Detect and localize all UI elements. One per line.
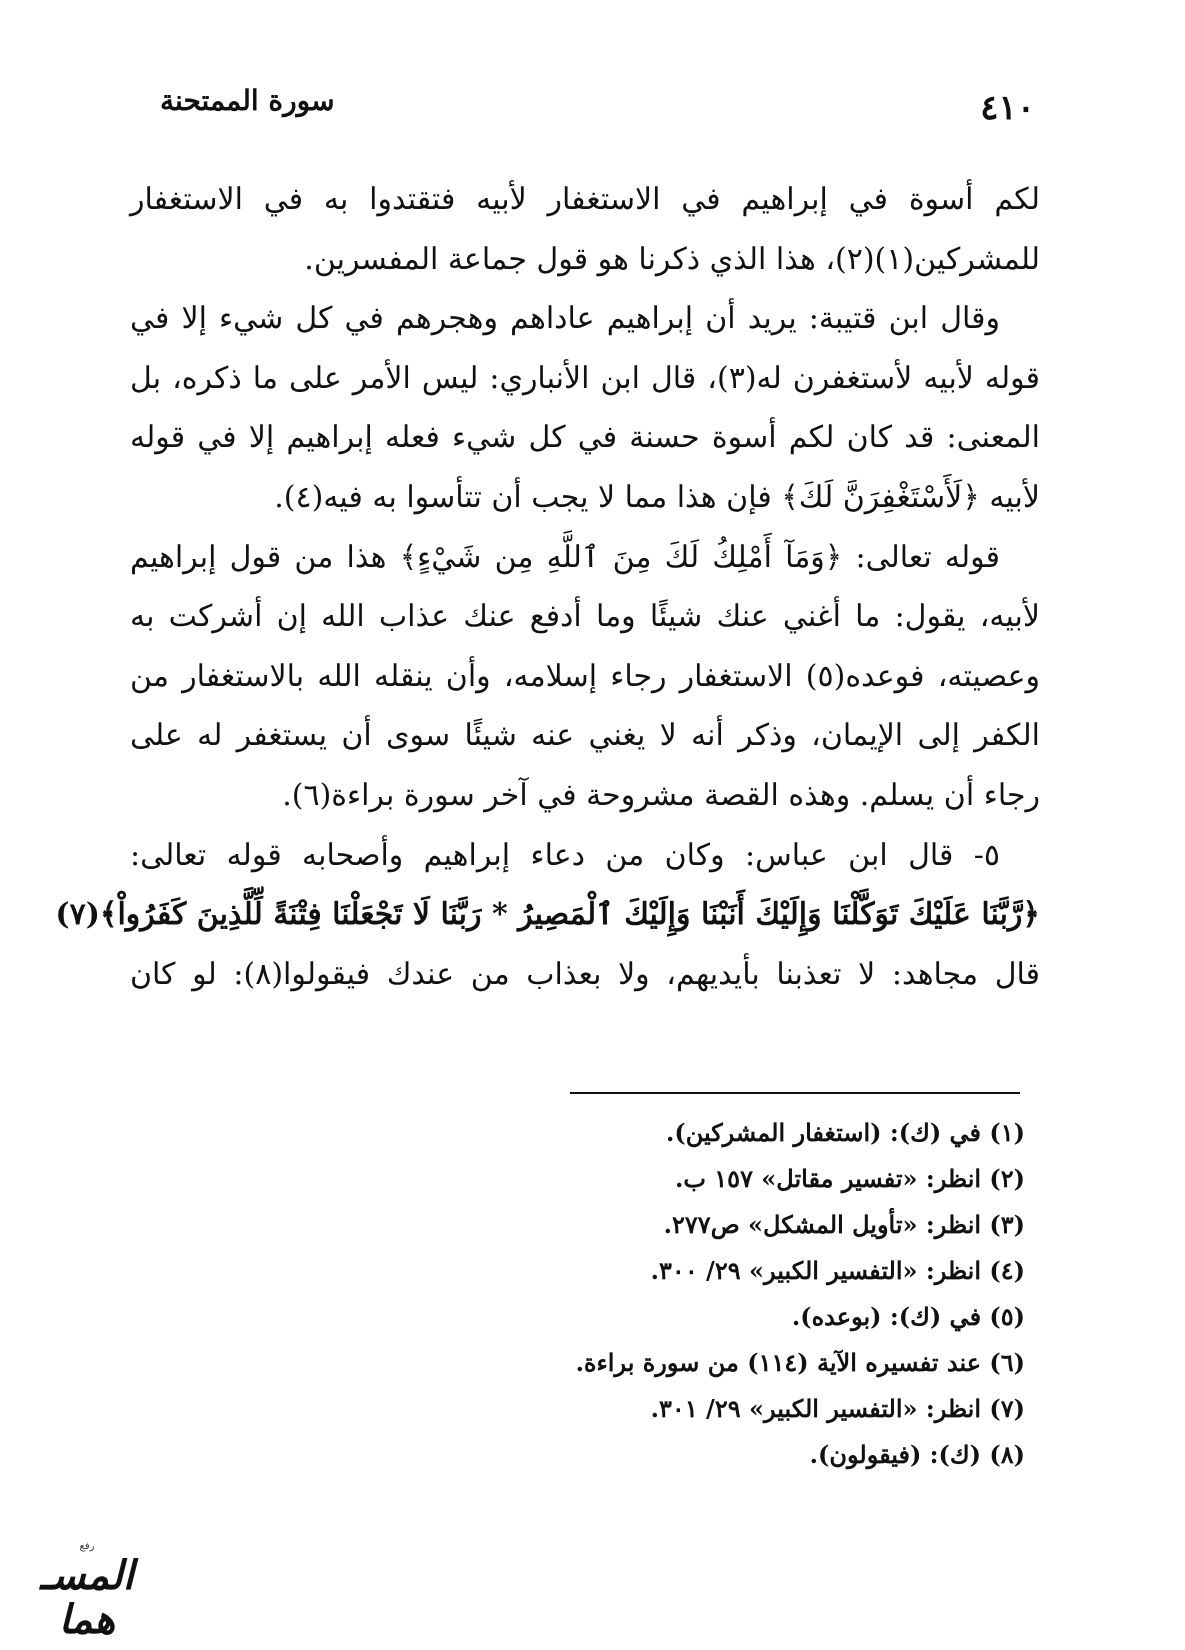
footnote: (٢) انظر: «تفسير مقاتل» ١٥٧ ب.: [674, 1164, 1025, 1193]
body-line: وقال ابن قتيبة: يريد أن إبراهيم عاداهم وهجرهم في كل شيء إلا في: [130, 301, 1000, 337]
running-title: سورة الممتحنة: [160, 84, 335, 117]
footnote: (٣) انظر: «تأويل المشكل» ص٢٧٧.: [663, 1210, 1025, 1239]
footnote: (٥) في (ك): (بوعده).: [791, 1302, 1025, 1331]
watermark-logo: [12, 1540, 162, 1643]
watermark-main: المسـ هما: [40, 1552, 134, 1643]
footnote: (٧) انظر: «التفسير الكبير» ٢٩/ ٣٠١.: [650, 1394, 1025, 1423]
watermark-sub: رفع: [79, 1541, 95, 1552]
body-text: [55, 170, 1041, 1004]
body-line: للمشركين(١)(٢)، هذا الذي ذكرنا هو قول جماعة المفسرين.: [304, 241, 1040, 277]
footnote: (٤) انظر: «التفسير الكبير» ٢٩/ ٣٠٠.: [650, 1256, 1025, 1285]
body-line: الكفر إلى الإيمان، وذكر أنه لا يغني عنه شيئًا سوى أن يستغفر له على: [130, 718, 1040, 754]
footnote-separator: [570, 1092, 1020, 1094]
body-line: ٥- قال ابن عباس: وكان من دعاء إبراهيم وأصحابه قوله تعالى:: [130, 837, 1000, 873]
body-line: المعنى: قد كان لكم أسوة حسنة في كل شيء فعله إبراهيم إلا في قوله: [130, 420, 1040, 456]
body-line: وعصيته، فوعده(٥) الاستغفار رجاء إسلامه، وأن ينقله الله بالاستغفار من: [130, 658, 1040, 694]
body-line: لكم أسوة في إبراهيم في الاستغفار لأبيه فتقتدوا به في الاستغفار: [130, 182, 1040, 217]
footnote: (٨) (ك): (فيقولون).: [809, 1440, 1025, 1469]
quran-verse-line: ﴿رَّبَّنَا عَلَيْكَ تَوَكَّلْنَا وَإِلَيْكَ أَنَبْنَا وَإِلَيْكَ ٱلْمَصِيرُ * رَبَّنَا لَا تَجْعَلْنَا فِتْنَةً لِّلَّذِينَ كَفَرُواْ﴾(٧): [55, 897, 1040, 933]
body-line: لأبيه ﴿لَأَسْتَغْفِرَنَّ لَكَ﴾ فإن هذا مما لا يجب أن تتأسوا به فيه(٤).: [274, 479, 1040, 515]
footnote: (٦) عند تفسيره الآية (١١٤) من سورة براءة.: [575, 1348, 1025, 1377]
footnote: (١) في (ك): (استغفار المشركين).: [665, 1118, 1025, 1147]
body-line: قوله تعالى: ﴿وَمَآ أَمْلِكُ لَكَ مِنَ ٱللَّهِ مِن شَيْءٍ﴾ هذا من قول إبراهيم: [130, 539, 1000, 575]
body-line: قوله لأبيه لأستغفرن له(٣)، قال ابن الأنباري: ليس الأمر على ما ذكره، بل: [130, 360, 1041, 396]
footnotes: [150, 1110, 1025, 1478]
body-line: قال مجاهد: لا تعذبنا بأيديهم، ولا بعذاب من عندك فيقولوا(٨): لو كان: [130, 956, 1041, 992]
body-line: لأبيه، يقول: ما أغني عنك شيئًا وما أدفع عنك عذاب الله إن أشركت به: [130, 599, 1040, 635]
body-line: رجاء أن يسلم. وهذه القصة مشروحة في آخر سورة براءة(٦).: [282, 777, 1040, 813]
page-number: ٤١٠: [980, 88, 1035, 128]
page-header: [160, 78, 1035, 128]
